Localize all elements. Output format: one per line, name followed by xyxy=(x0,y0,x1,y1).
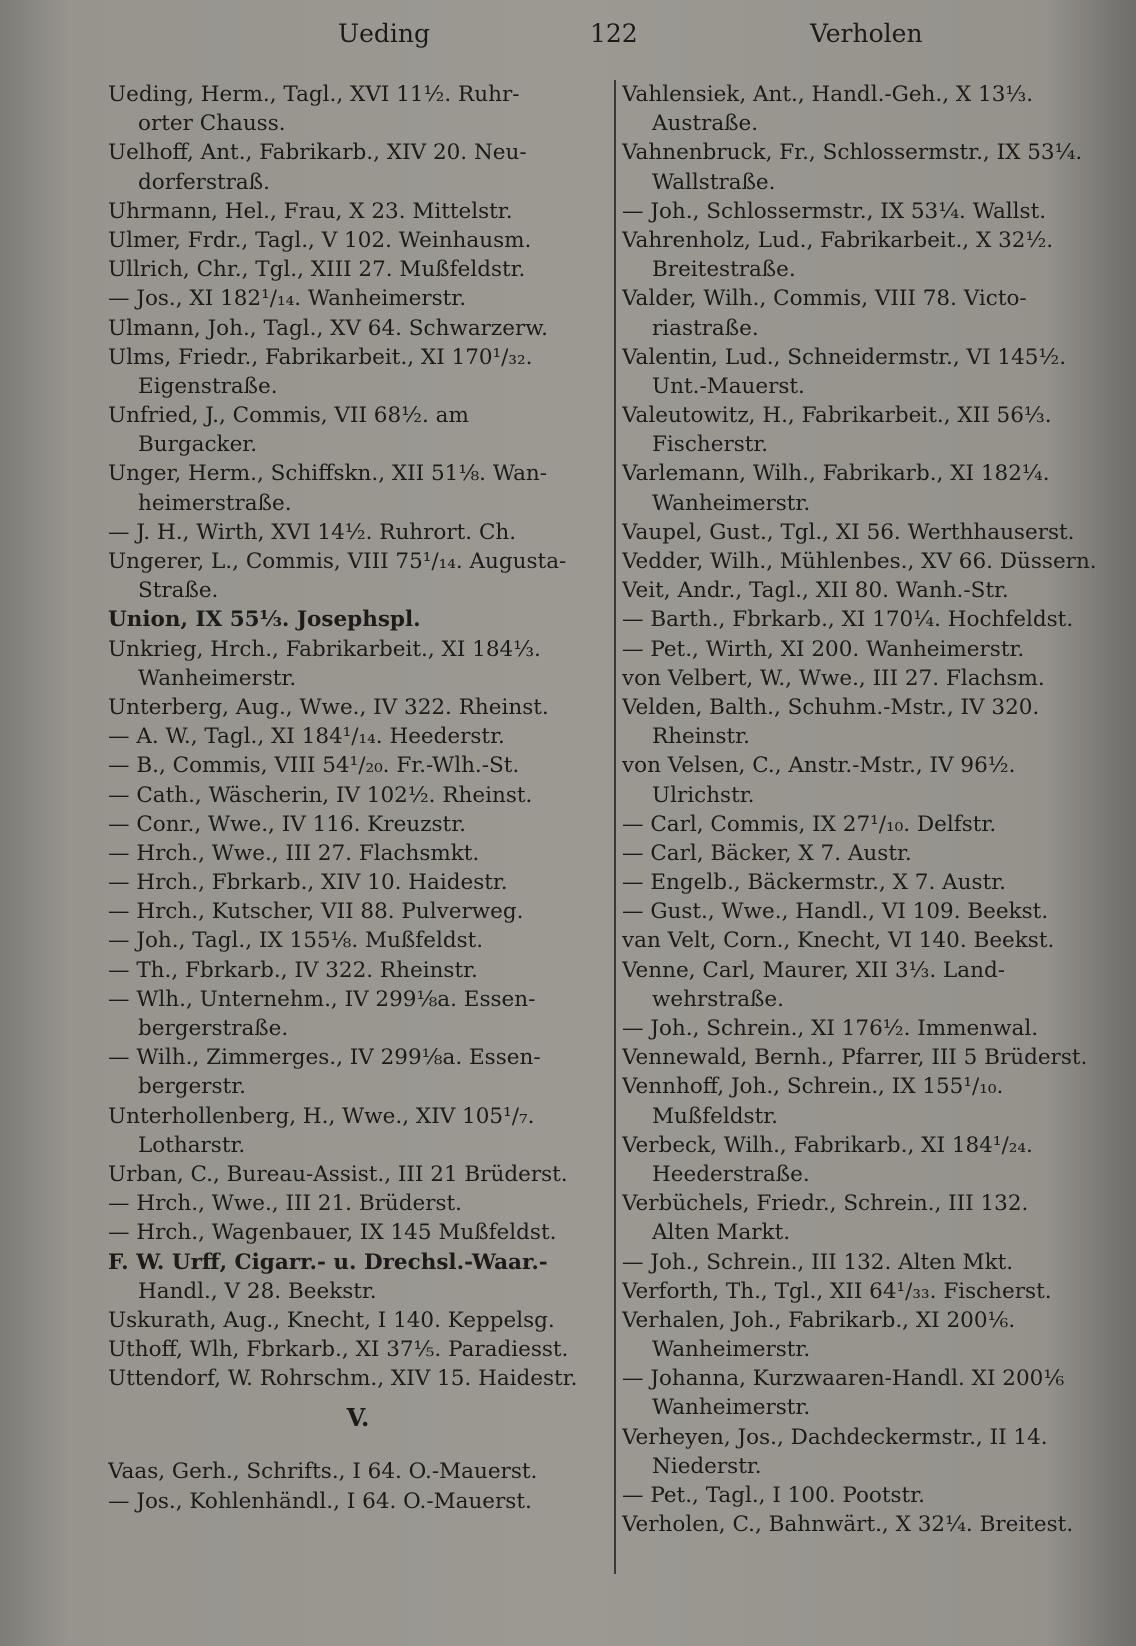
directory-entry: — Hrch., Wwe., III 21. Brüderst. xyxy=(108,1191,463,1217)
directory-entry: — Jos., Kohlenhändl., I 64. O.-Mauerst. xyxy=(108,1488,532,1514)
directory-entry: — Johanna, Kurzwaaren-Handl. XI 200⅙ xyxy=(622,1366,1065,1392)
directory-entry: Unger, Herm., Schiffskn., XII 51⅛. Wan- xyxy=(108,461,548,487)
directory-entry: Ulmer, Frdr., Tagl., V 102. Weinhausm. xyxy=(108,227,532,253)
column-divider xyxy=(614,80,616,1574)
entry-continuation: Niederstr. xyxy=(652,1453,762,1479)
entry-continuation: Unt.-Mauerst. xyxy=(652,373,805,399)
directory-entry: Ulms, Friedr., Fabrikarbeit., XI 170¹/₃₂. xyxy=(108,344,533,370)
directory-entry: Vedder, Wilh., Mühlenbes., XV 66. Düssern. xyxy=(622,549,1097,574)
directory-entry: — Conr., Wwe., IV 116. Kreuzstr. xyxy=(108,811,466,837)
directory-entry: — Joh., Tagl., IX 155⅛. Mußfeldst. xyxy=(108,928,484,954)
directory-entry: Vahrenholz, Lud., Fabrikarbeit., X 32½. xyxy=(622,227,1054,253)
entry-continuation: Rheinstr. xyxy=(652,724,750,750)
directory-entry: — Barth., Fbrkarb., XI 170¼. Hochfeldst. xyxy=(622,607,1074,633)
directory-entry: Uskurath, Aug., Knecht, I 140. Keppelsg. xyxy=(108,1307,555,1333)
directory-entry: Uttendorf, W. Rohrschm., XIV 15. Haidestr. xyxy=(108,1366,578,1392)
entry-continuation: bergerstraße. xyxy=(138,1016,289,1041)
entry-continuation: Wallstraße. xyxy=(652,169,776,195)
directory-entry: Valder, Wilh., Commis, VIII 78. Victo- xyxy=(622,286,1027,312)
directory-entry: Verheyen, Jos., Dachdeckermstr., II 14. xyxy=(622,1424,1048,1450)
directory-entry: — Carl, Bäcker, X 7. Austr. xyxy=(622,840,912,866)
entry-continuation: Eigenstraße. xyxy=(138,373,278,399)
page-number: 122 xyxy=(590,19,638,48)
directory-entry: Vahnenbruck, Fr., Schlossermstr., IX 53¼. xyxy=(622,140,1083,166)
left-column xyxy=(108,80,608,1516)
directory-entry: — Hrch., Fbrkarb., XIV 10. Haidestr. xyxy=(108,870,508,896)
directory-entry: Vaupel, Gust., Tgl., XI 56. Werthhauserst. xyxy=(622,519,1075,545)
entry-continuation: riastraße. xyxy=(652,315,759,341)
section-letter: V. xyxy=(346,1403,370,1433)
entry-continuation: heimerstraße. xyxy=(138,490,292,516)
directory-entry: Venne, Carl, Maurer, XII 3⅓. Land- xyxy=(622,957,1006,983)
directory-entry: — Joh., Schlossermstr., IX 53¼. Wallst. xyxy=(622,198,1047,224)
directory-entry: Ungerer, L., Commis, VIII 75¹/₁₄. Augusta- xyxy=(108,549,567,574)
header-right-keyword: Verholen xyxy=(810,19,923,48)
entry-continuation: Austraße. xyxy=(652,111,759,137)
directory-entry: — Th., Fbrkarb., IV 322. Rheinstr. xyxy=(108,957,478,983)
directory-entry: — Cath., Wäscherin, IV 102½. Rheinst. xyxy=(108,782,533,808)
entry-continuation: wehrstraße. xyxy=(652,986,784,1012)
directory-entry: Uelhoff, Ant., Fabrikarb., XIV 20. Neu- xyxy=(108,140,527,166)
directory-entry: Verhalen, Joh., Fabrikarb., XI 200⅙. xyxy=(622,1307,1016,1333)
directory-entry: Verbüchels, Friedr., Schrein., III 132. xyxy=(622,1191,1029,1217)
directory-entry: — J. H., Wirth, XVI 14½. Ruhrort. Ch. xyxy=(108,519,517,545)
entry-continuation: Wanheimerstr. xyxy=(652,1337,811,1363)
directory-entry: Veit, Andr., Tagl., XII 80. Wanh.-Str. xyxy=(622,578,1009,604)
directory-entry: — B., Commis, VIII 54¹/₂₀. Fr.-Wlh.-St. xyxy=(108,753,520,779)
directory-entry: — A. W., Tagl., XI 184¹/₁₄. Heederstr. xyxy=(108,724,505,750)
directory-entry: von Velsen, C., Anstr.-Mstr., IV 96½. xyxy=(622,753,1016,779)
entry-continuation: Lotharstr. xyxy=(138,1132,246,1158)
entry-continuation: Ulrichstr. xyxy=(652,782,755,808)
directory-entry: Valeutowitz, H., Fabrikarbeit., XII 56⅓. xyxy=(622,403,1052,429)
directory-entry: von Velbert, W., Wwe., III 27. Flachsm. xyxy=(622,665,1045,691)
directory-entry: Uthoff, Wlh, Fbrkarb., XI 37⅕. Paradiesst. xyxy=(108,1337,569,1363)
entry-continuation: Burgacker. xyxy=(138,432,258,458)
directory-entry: van Velt, Corn., Knecht, VI 140. Beekst. xyxy=(622,928,1055,954)
directory-entry: — Gust., Wwe., Handl., VI 109. Beekst. xyxy=(622,899,1049,925)
directory-entry: — Hrch., Wwe., III 27. Flachsmkt. xyxy=(108,840,480,866)
directory-entry: Ueding, Herm., Tagl., XVI 11½. Ruhr- xyxy=(108,82,520,107)
directory-entry: Unfried, J., Commis, VII 68½. am xyxy=(108,403,469,429)
directory-entry: Urban, C., Bureau-Assist., III 21 Brüderst. xyxy=(108,1161,568,1187)
directory-entry: Unkrieg, Hrch., Fabrikarbeit., XI 184⅓. xyxy=(108,636,541,662)
entry-continuation: Straße. xyxy=(138,578,219,604)
entry-continuation: orter Chauss. xyxy=(138,111,286,137)
directory-entry: Varlemann, Wilh., Fabrikarb., XI 182¼. xyxy=(622,461,1050,487)
directory-entry: Valentin, Lud., Schneidermstr., VI 145½. xyxy=(622,344,1067,370)
entry-continuation: Wanheimerstr. xyxy=(138,665,297,691)
entry-continuation: Alten Markt. xyxy=(652,1220,791,1246)
directory-entry: Vennewald, Bernh., Pfarrer, III 5 Brüderst. xyxy=(622,1045,1088,1071)
directory-entry: — Joh., Schrein., XI 176½. Immenwal. xyxy=(622,1016,1039,1041)
directory-entry: Verforth, Th., Tgl., XII 64¹/₃₃. Fischerst. xyxy=(622,1278,1052,1304)
directory-entry: Unterberg, Aug., Wwe., IV 322. Rheinst. xyxy=(108,694,549,720)
directory-entry: — Wlh., Unternehm., IV 299⅛a. Essen- xyxy=(108,986,536,1012)
directory-entry: Verbeck, Wilh., Fabrikarb., XI 184¹/₂₄. xyxy=(622,1132,1033,1158)
running-header xyxy=(108,14,923,54)
directory-entry: Ullrich, Chr., Tgl., XIII 27. Mußfeldstr. xyxy=(108,257,526,283)
directory-entry: Union, IX 55⅓. Josephspl. xyxy=(108,607,421,633)
entry-continuation: Fischerstr. xyxy=(652,432,769,458)
directory-entry: — Joh., Schrein., III 132. Alten Mkt. xyxy=(622,1249,1014,1275)
entry-continuation: Breitestraße. xyxy=(652,257,796,283)
directory-entry: Vaas, Gerh., Schrifts., I 64. O.-Mauerst. xyxy=(108,1459,538,1485)
entry-continuation: dorferstraß. xyxy=(138,169,270,195)
directory-entry: — Hrch., Kutscher, VII 88. Pulverweg. xyxy=(108,899,524,925)
directory-entry: F. W. Urff, Cigarr.- u. Drechsl.-Waar.- xyxy=(108,1249,548,1275)
entry-continuation: Mußfeldstr. xyxy=(652,1103,778,1129)
directory-entry: — Carl, Commis, IX 27¹/₁₀. Delfstr. xyxy=(622,811,997,837)
directory-entry: — Wilh., Zimmerges., IV 299⅛a. Essen- xyxy=(108,1045,541,1071)
directory-entry: — Engelb., Bäckermstr., X 7. Austr. xyxy=(622,870,1006,896)
directory-entry: Unterhollenberg, H., Wwe., XIV 105¹/₇. xyxy=(108,1103,535,1129)
entry-continuation: Heederstraße. xyxy=(652,1161,810,1187)
entry-continuation: Wanheimerstr. xyxy=(652,1395,811,1421)
directory-entry: Uhrmann, Hel., Frau, X 23. Mittelstr. xyxy=(108,198,513,224)
directory-entry: — Jos., XI 182¹/₁₄. Wanheimerstr. xyxy=(108,286,467,312)
header-left-keyword: Ueding xyxy=(338,19,430,48)
directory-entry: Vennhoff, Joh., Schrein., IX 155¹/₁₀. xyxy=(622,1074,1004,1100)
directory-entry: Ulmann, Joh., Tagl., XV 64. Schwarzerw. xyxy=(108,315,548,341)
directory-entry: Vahlensiek, Ant., Handl.-Geh., X 13⅓. xyxy=(622,82,1034,107)
directory-entry: Velden, Balth., Schuhm.-Mstr., IV 320. xyxy=(622,694,1040,720)
directory-entry: — Pet., Tagl., I 100. Pootstr. xyxy=(622,1483,925,1508)
entry-continuation: bergerstr. xyxy=(138,1074,246,1100)
directory-entry: Verholen, C., Bahnwärt., X 32¼. Breitest. xyxy=(622,1512,1074,1538)
directory-entry: — Pet., Wirth, XI 200. Wanheimerstr. xyxy=(622,636,1025,662)
directory-entry: — Hrch., Wagenbauer, IX 145 Mußfeldst. xyxy=(108,1220,557,1246)
entry-continuation: Handl., V 28. Beekstr. xyxy=(138,1278,377,1304)
right-column xyxy=(622,80,1120,1539)
entry-continuation: Wanheimerstr. xyxy=(652,490,811,516)
